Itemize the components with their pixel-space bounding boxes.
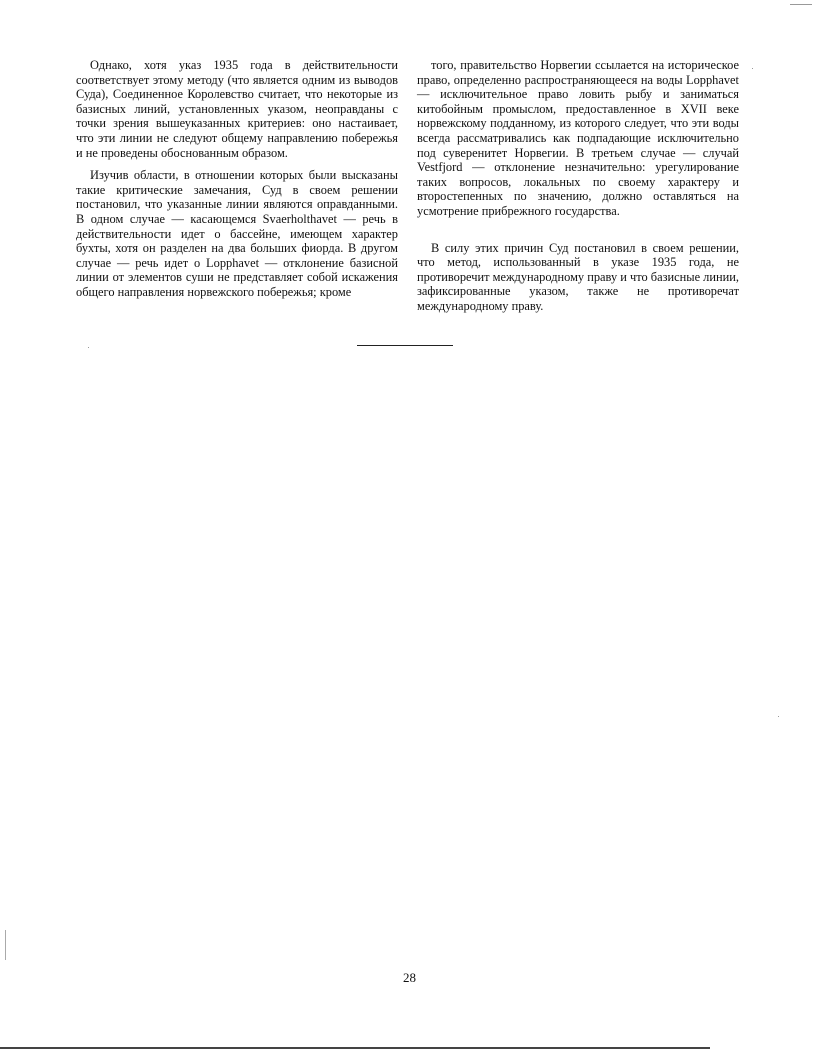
right-text-column: [417, 58, 739, 322]
section-divider: [357, 345, 453, 346]
paragraph: В силу этих причин Суд постановил в своем решении, что метод, использованный в указе 1935 года, не противоречит международному праву и что базисные линии, зафиксированные указом, также не противоречат международному праву.: [417, 240, 739, 313]
scan-speck: [88, 347, 89, 348]
left-text-column: [76, 58, 398, 308]
paragraph: того, правительство Норвегии ссылается на историческое право, определенно распространяющееся на воды Lopphavet — исключительное право ловить рыбу и заниматься китобойным промыслом, предоставленное в XVII веке норвежскому подданному, из которого следует, что эти воды всегда рассматривались как подпадающие исключительно под суверенитет Норвегии. В третьем случае — случай Vestfjord — отклонение незначительно: урегулирование таких вопросов, локальных по своему характеру и второстепенных по значению, должно оставляться на усмотрение прибрежного государства.: [417, 58, 739, 218]
scan-edge-mark: [5, 930, 6, 960]
scan-bottom-edge: [0, 1047, 710, 1049]
page-number: 28: [403, 970, 416, 985]
paragraph: Однако, хотя указ 1935 года в действительности соответствует этому методу (что является одним из выводов Суда), Соединенное Королевство считает, что некоторые из базисных линий, установленных указом, неоправданы с точки зрения вышеуказанных критериев: оно настаивает, что эти линии не следуют общему направлению побережья и не проведены обоснованным образом.: [76, 58, 398, 160]
paragraph: Изучив области, в отношении которых были высказаны такие критические замечания, Суд в своем решении постановил, что указанные линии являются оправданными. В одном случае — касающемся Svaerholthavet — речь в действительности идет о бассейне, имеющем характер бухты, хотя он разделен на два больших фиорда. В другом случае — речь идет о Lopphavet — отклонение базисной линии от элементов суши не представляет собой искажения общего направления норвежского побережья; кроме: [76, 168, 398, 299]
scan-speck: [778, 716, 779, 717]
scan-speck: [752, 68, 753, 69]
scan-edge-mark: [790, 4, 812, 5]
